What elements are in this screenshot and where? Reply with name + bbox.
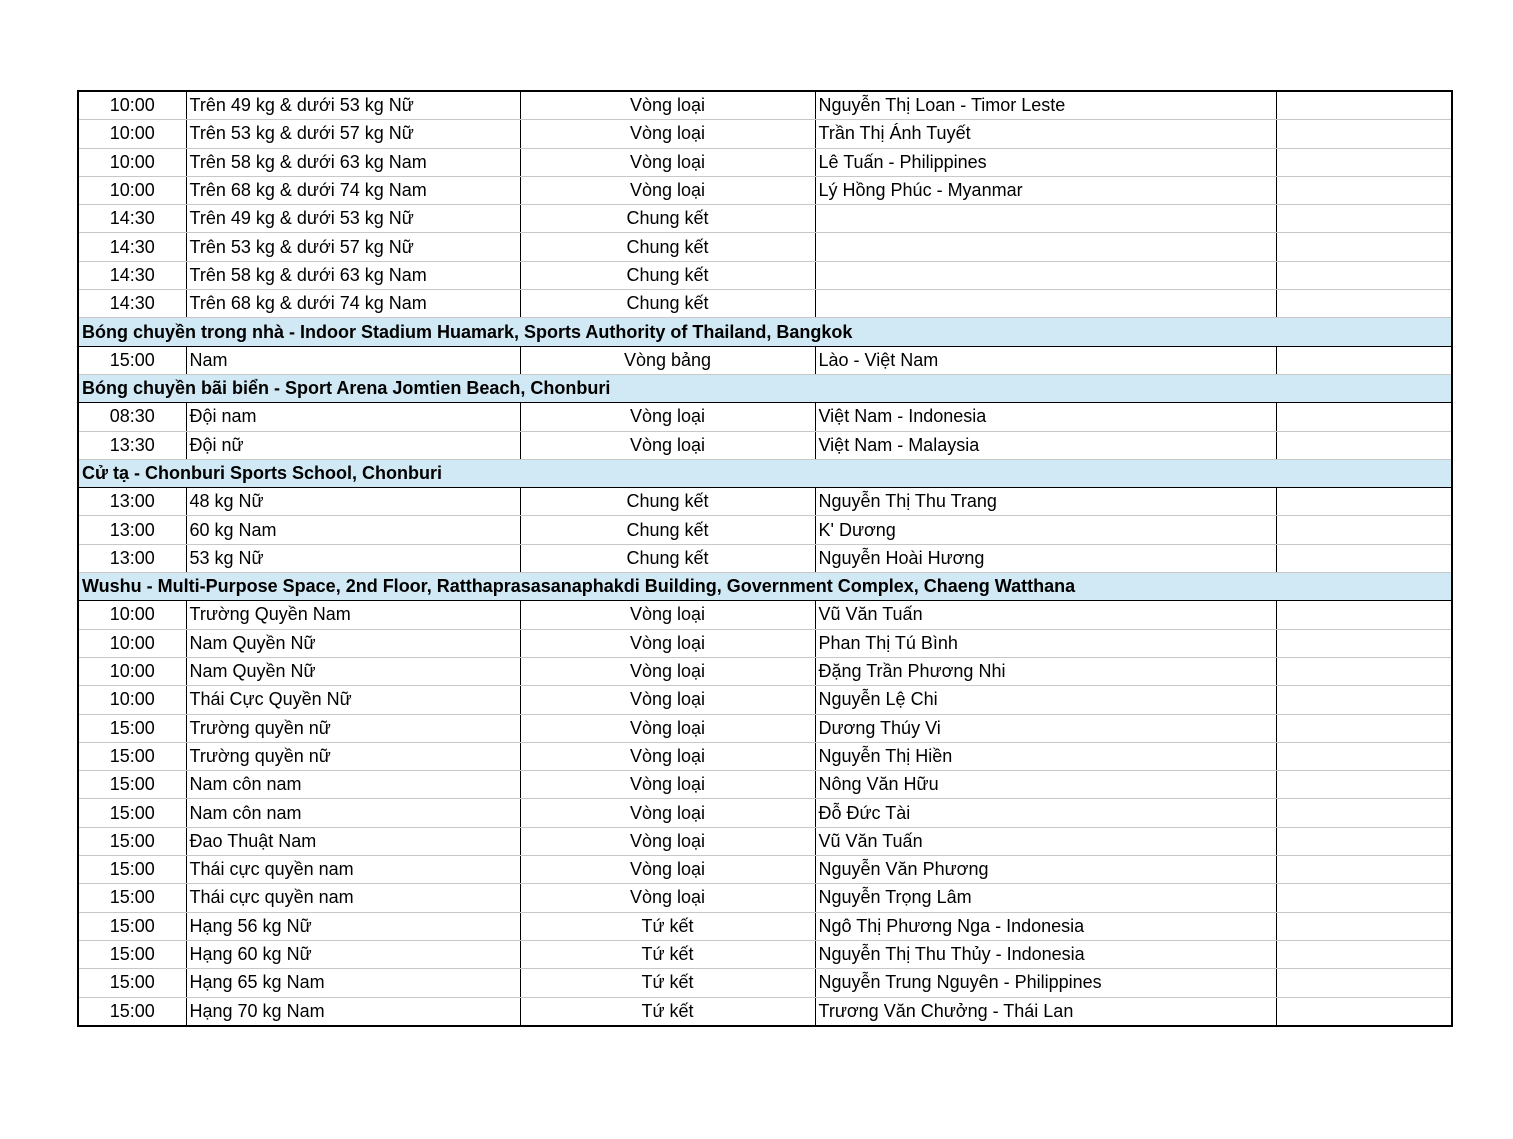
athlete-cell: Vũ Văn Tuấn xyxy=(815,601,1276,629)
event-cell: Nam Quyền Nữ xyxy=(186,657,520,685)
table-row xyxy=(78,346,1452,374)
extra-cell xyxy=(1276,714,1452,742)
extra-cell xyxy=(1276,657,1452,685)
table-row xyxy=(78,516,1452,544)
athlete-cell: Nguyễn Thị Loan - Timor Leste xyxy=(815,91,1276,120)
time-cell: 15:00 xyxy=(78,742,186,770)
event-cell: Trên 68 kg & dưới 74 kg Nam xyxy=(186,290,520,318)
time-cell: 15:00 xyxy=(78,940,186,968)
section-header-row xyxy=(78,459,1452,487)
athlete-cell: Vũ Văn Tuấn xyxy=(815,827,1276,855)
table-row xyxy=(78,544,1452,572)
section-title: Bóng chuyền trong nhà - Indoor Stadium Huamark, Sports Authority of Thailand, Bangkok xyxy=(78,318,1452,346)
table-row xyxy=(78,601,1452,629)
extra-cell xyxy=(1276,346,1452,374)
round-cell: Vòng loại xyxy=(520,91,815,120)
athlete-cell: Nguyễn Hoài Hương xyxy=(815,544,1276,572)
event-cell: Trường quyền nữ xyxy=(186,742,520,770)
athlete-cell: Phan Thị Tú Bình xyxy=(815,629,1276,657)
athlete-cell: Nguyễn Văn Phương xyxy=(815,856,1276,884)
section-header-row xyxy=(78,374,1452,402)
athlete-cell: Lê Tuấn - Philippines xyxy=(815,148,1276,176)
extra-cell xyxy=(1276,884,1452,912)
table-row xyxy=(78,120,1452,148)
round-cell: Chung kết xyxy=(520,516,815,544)
athlete-cell: Trần Thị Ánh Tuyết xyxy=(815,120,1276,148)
table-row xyxy=(78,742,1452,770)
table-row xyxy=(78,686,1452,714)
round-cell: Chung kết xyxy=(520,261,815,289)
time-cell: 10:00 xyxy=(78,176,186,204)
round-cell: Vòng loại xyxy=(520,714,815,742)
extra-cell xyxy=(1276,205,1452,233)
extra-cell xyxy=(1276,827,1452,855)
event-cell: Trên 49 kg & dưới 53 kg Nữ xyxy=(186,91,520,120)
event-cell: Hạng 65 kg Nam xyxy=(186,969,520,997)
time-cell: 14:30 xyxy=(78,205,186,233)
athlete-cell: Nguyễn Thị Thu Thủy - Indonesia xyxy=(815,940,1276,968)
table-row xyxy=(78,431,1452,459)
event-cell: Trường Quyền Nam xyxy=(186,601,520,629)
round-cell: Vòng bảng xyxy=(520,346,815,374)
round-cell: Tứ kết xyxy=(520,997,815,1026)
round-cell: Tứ kết xyxy=(520,912,815,940)
extra-cell xyxy=(1276,856,1452,884)
event-cell: Nam xyxy=(186,346,520,374)
table-row xyxy=(78,884,1452,912)
athlete-cell: K' Dương xyxy=(815,516,1276,544)
round-cell: Vòng loại xyxy=(520,629,815,657)
round-cell: Tứ kết xyxy=(520,969,815,997)
athlete-cell: Nguyễn Lệ Chi xyxy=(815,686,1276,714)
table-row xyxy=(78,629,1452,657)
event-cell: Trường quyền nữ xyxy=(186,714,520,742)
table-row xyxy=(78,176,1452,204)
table-row xyxy=(78,205,1452,233)
event-cell: Trên 53 kg & dưới 57 kg Nữ xyxy=(186,233,520,261)
table-row xyxy=(78,969,1452,997)
section-header-row xyxy=(78,318,1452,346)
round-cell: Vòng loại xyxy=(520,403,815,431)
round-cell: Vòng loại xyxy=(520,657,815,685)
section-title: Bóng chuyền bãi biển - Sport Arena Jomtien Beach, Chonburi xyxy=(78,374,1452,402)
event-cell: Hạng 56 kg Nữ xyxy=(186,912,520,940)
time-cell: 14:30 xyxy=(78,233,186,261)
table-row xyxy=(78,827,1452,855)
time-cell: 10:00 xyxy=(78,148,186,176)
time-cell: 13:30 xyxy=(78,431,186,459)
athlete-cell: Nguyễn Thị Hiền xyxy=(815,742,1276,770)
extra-cell xyxy=(1276,176,1452,204)
round-cell: Vòng loại xyxy=(520,431,815,459)
athlete-cell: Việt Nam - Malaysia xyxy=(815,431,1276,459)
round-cell: Vòng loại xyxy=(520,601,815,629)
round-cell: Chung kết xyxy=(520,233,815,261)
extra-cell xyxy=(1276,544,1452,572)
table-row xyxy=(78,261,1452,289)
time-cell: 10:00 xyxy=(78,601,186,629)
event-cell: Nam Quyền Nữ xyxy=(186,629,520,657)
extra-cell xyxy=(1276,120,1452,148)
time-cell: 15:00 xyxy=(78,346,186,374)
extra-cell xyxy=(1276,629,1452,657)
athlete-cell: Việt Nam - Indonesia xyxy=(815,403,1276,431)
event-cell: Nam côn nam xyxy=(186,799,520,827)
time-cell: 15:00 xyxy=(78,799,186,827)
table-row xyxy=(78,714,1452,742)
athlete-cell: Dương Thúy Vi xyxy=(815,714,1276,742)
schedule-body xyxy=(78,91,1452,1026)
round-cell: Vòng loại xyxy=(520,120,815,148)
time-cell: 13:00 xyxy=(78,516,186,544)
time-cell: 10:00 xyxy=(78,657,186,685)
athlete-cell xyxy=(815,205,1276,233)
time-cell: 10:00 xyxy=(78,629,186,657)
section-title: Cử tạ - Chonburi Sports School, Chonburi xyxy=(78,459,1452,487)
time-cell: 15:00 xyxy=(78,884,186,912)
time-cell: 15:00 xyxy=(78,856,186,884)
round-cell: Vòng loại xyxy=(520,771,815,799)
table-row xyxy=(78,912,1452,940)
extra-cell xyxy=(1276,742,1452,770)
event-cell: Thái cực quyền nam xyxy=(186,884,520,912)
table-row xyxy=(78,148,1452,176)
extra-cell xyxy=(1276,997,1452,1026)
extra-cell xyxy=(1276,148,1452,176)
table-row xyxy=(78,91,1452,120)
round-cell: Chung kết xyxy=(520,205,815,233)
time-cell: 14:30 xyxy=(78,290,186,318)
round-cell: Vòng loại xyxy=(520,884,815,912)
extra-cell xyxy=(1276,233,1452,261)
time-cell: 13:00 xyxy=(78,544,186,572)
extra-cell xyxy=(1276,488,1452,516)
extra-cell xyxy=(1276,403,1452,431)
event-cell: Thái cực quyền nam xyxy=(186,856,520,884)
extra-cell xyxy=(1276,912,1452,940)
schedule-table xyxy=(77,90,1453,1027)
athlete-cell: Nguyễn Thị Thu Trang xyxy=(815,488,1276,516)
athlete-cell: Đặng Trần Phương Nhi xyxy=(815,657,1276,685)
extra-cell xyxy=(1276,686,1452,714)
table-row xyxy=(78,403,1452,431)
table-row xyxy=(78,488,1452,516)
time-cell: 15:00 xyxy=(78,714,186,742)
table-row xyxy=(78,997,1452,1026)
event-cell: Đao Thuật Nam xyxy=(186,827,520,855)
extra-cell xyxy=(1276,771,1452,799)
athlete-cell: Nông Văn Hữu xyxy=(815,771,1276,799)
extra-cell xyxy=(1276,969,1452,997)
extra-cell xyxy=(1276,799,1452,827)
event-cell: 53 kg Nữ xyxy=(186,544,520,572)
athlete-cell: Lý Hồng Phúc - Myanmar xyxy=(815,176,1276,204)
event-cell: Trên 68 kg & dưới 74 kg Nam xyxy=(186,176,520,204)
event-cell: Hạng 70 kg Nam xyxy=(186,997,520,1026)
table-row xyxy=(78,771,1452,799)
extra-cell xyxy=(1276,940,1452,968)
event-cell: Đội nam xyxy=(186,403,520,431)
time-cell: 10:00 xyxy=(78,91,186,120)
section-title: Wushu - Multi-Purpose Space, 2nd Floor, Ratthaprasasanaphakdi Building, Government Complex, Chaeng Watthana xyxy=(78,573,1452,601)
time-cell: 15:00 xyxy=(78,997,186,1026)
event-cell: Thái Cực Quyền Nữ xyxy=(186,686,520,714)
time-cell: 14:30 xyxy=(78,261,186,289)
round-cell: Vòng loại xyxy=(520,856,815,884)
table-row xyxy=(78,940,1452,968)
extra-cell xyxy=(1276,601,1452,629)
event-cell: 48 kg Nữ xyxy=(186,488,520,516)
event-cell: Nam côn nam xyxy=(186,771,520,799)
event-cell: Trên 58 kg & dưới 63 kg Nam xyxy=(186,261,520,289)
time-cell: 13:00 xyxy=(78,488,186,516)
table-row xyxy=(78,799,1452,827)
time-cell: 15:00 xyxy=(78,771,186,799)
time-cell: 15:00 xyxy=(78,912,186,940)
round-cell: Chung kết xyxy=(520,290,815,318)
event-cell: 60 kg Nam xyxy=(186,516,520,544)
round-cell: Vòng loại xyxy=(520,148,815,176)
athlete-cell xyxy=(815,233,1276,261)
table-row xyxy=(78,657,1452,685)
athlete-cell: Đỗ Đức Tài xyxy=(815,799,1276,827)
athlete-cell xyxy=(815,290,1276,318)
round-cell: Vòng loại xyxy=(520,686,815,714)
event-cell: Hạng 60 kg Nữ xyxy=(186,940,520,968)
athlete-cell: Ngô Thị Phương Nga - Indonesia xyxy=(815,912,1276,940)
athlete-cell: Nguyễn Trung Nguyên - Philippines xyxy=(815,969,1276,997)
table-row xyxy=(78,233,1452,261)
round-cell: Vòng loại xyxy=(520,176,815,204)
round-cell: Tứ kết xyxy=(520,940,815,968)
round-cell: Vòng loại xyxy=(520,827,815,855)
extra-cell xyxy=(1276,290,1452,318)
event-cell: Trên 58 kg & dưới 63 kg Nam xyxy=(186,148,520,176)
extra-cell xyxy=(1276,261,1452,289)
table-row xyxy=(78,856,1452,884)
athlete-cell: Lào - Việt Nam xyxy=(815,346,1276,374)
time-cell: 15:00 xyxy=(78,969,186,997)
table-row xyxy=(78,290,1452,318)
round-cell: Vòng loại xyxy=(520,742,815,770)
extra-cell xyxy=(1276,516,1452,544)
time-cell: 10:00 xyxy=(78,686,186,714)
time-cell: 15:00 xyxy=(78,827,186,855)
round-cell: Vòng loại xyxy=(520,799,815,827)
section-header-row xyxy=(78,573,1452,601)
event-cell: Trên 53 kg & dưới 57 kg Nữ xyxy=(186,120,520,148)
round-cell: Chung kết xyxy=(520,544,815,572)
round-cell: Chung kết xyxy=(520,488,815,516)
event-cell: Đội nữ xyxy=(186,431,520,459)
athlete-cell: Nguyễn Trọng Lâm xyxy=(815,884,1276,912)
event-cell: Trên 49 kg & dưới 53 kg Nữ xyxy=(186,205,520,233)
extra-cell xyxy=(1276,431,1452,459)
time-cell: 10:00 xyxy=(78,120,186,148)
athlete-cell: Trương Văn Chưởng - Thái Lan xyxy=(815,997,1276,1026)
athlete-cell xyxy=(815,261,1276,289)
time-cell: 08:30 xyxy=(78,403,186,431)
extra-cell xyxy=(1276,91,1452,120)
